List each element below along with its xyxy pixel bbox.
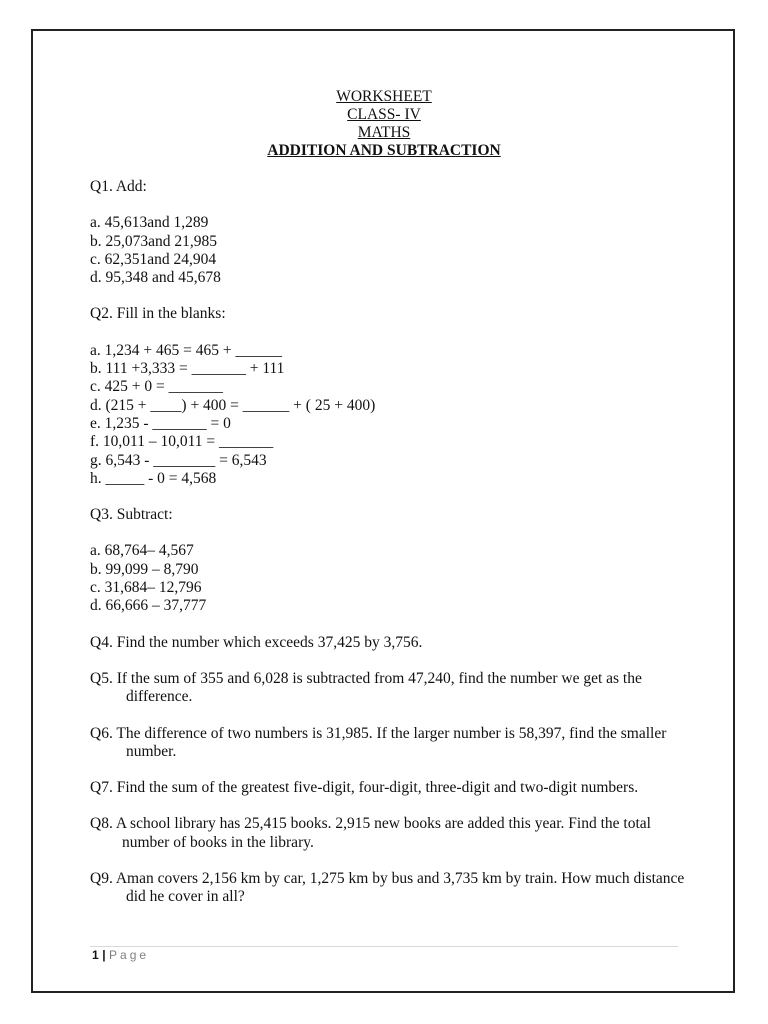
question-4: Q4. Find the number which exceeds 37,425 by 3,756. (90, 633, 423, 651)
footer-separator: | (102, 948, 107, 962)
page-footer (92, 948, 149, 962)
question-3-item-b: b. 99,099 – 8,790 (90, 560, 199, 578)
question-2-item-d: d. (215 + ____) + 400 = ______ + ( 25 + 400) (90, 396, 376, 414)
question-1-item-c: c. 62,351and 24,904 (90, 250, 217, 268)
question-2-item-a: a. 1,234 + 465 = 465 + ______ (90, 341, 282, 359)
question-1-item-b: b. 25,073and 21,985 (90, 232, 218, 250)
question-2-item-c: c. 425 + 0 = _______ (90, 378, 223, 396)
subject-label: MATHS (357, 124, 411, 141)
question-9: Q9. Aman covers 2,156 km by car, 1,275 km by bus and 3,735 km by train. How much distance did he cover in all? (90, 870, 685, 906)
worksheet-title: WORKSHEET (336, 88, 432, 105)
page-label: Page (109, 948, 150, 962)
question-3-item-a: a. 68,764– 4,567 (90, 542, 194, 560)
question-7: Q7. Find the sum of the greatest five-digit, four-digit, three-digit and two-digit numbers. (90, 779, 639, 797)
question-3-item-c: c. 31,684– 12,796 (90, 579, 202, 597)
question-1-item-d: d. 95,348 and 45,678 (90, 269, 221, 287)
question-8: Q8. A school library has 25,415 books. 2,915 new books are added this year. Find the total number of books in the library. (90, 815, 651, 851)
question-3-item-d: d. 66,666 – 37,777 (90, 597, 207, 615)
question-2-item-f: f. 10,011 – 10,011 = _______ (90, 433, 274, 451)
question-2 (90, 305, 690, 488)
question-2-item-h: h. _____ - 0 = 4,568 (90, 469, 217, 487)
topic-title: ADDITION AND SUBTRACTION (267, 142, 501, 159)
question-3 (90, 506, 690, 615)
question-2-item-e: e. 1,235 - _______ = 0 (90, 414, 231, 432)
worksheet-body (90, 178, 690, 907)
worksheet-header (0, 88, 768, 160)
class-label: CLASS- IV (347, 106, 421, 123)
question-1 (90, 178, 690, 287)
footer-divider (90, 946, 678, 947)
page-number: 1 (92, 948, 100, 962)
question-3-title: Q3. Subtract: (90, 506, 173, 524)
question-2-title: Q2. Fill in the blanks: (90, 305, 226, 323)
question-2-item-b: b. 111 +3,333 = _______ + 111 (90, 360, 285, 378)
question-1-title: Q1. Add: (90, 178, 147, 195)
question-2-item-g: g. 6,543 - ________ = 6,543 (90, 451, 267, 469)
question-5: Q5. If the sum of 355 and 6,028 is subtracted from 47,240, find the number we get as the difference. (90, 669, 642, 706)
question-1-item-a: a. 45,613and 1,289 (90, 214, 209, 232)
question-6: Q6. The difference of two numbers is 31,985. If the larger number is 58,397, find the smaller number. (90, 724, 667, 760)
